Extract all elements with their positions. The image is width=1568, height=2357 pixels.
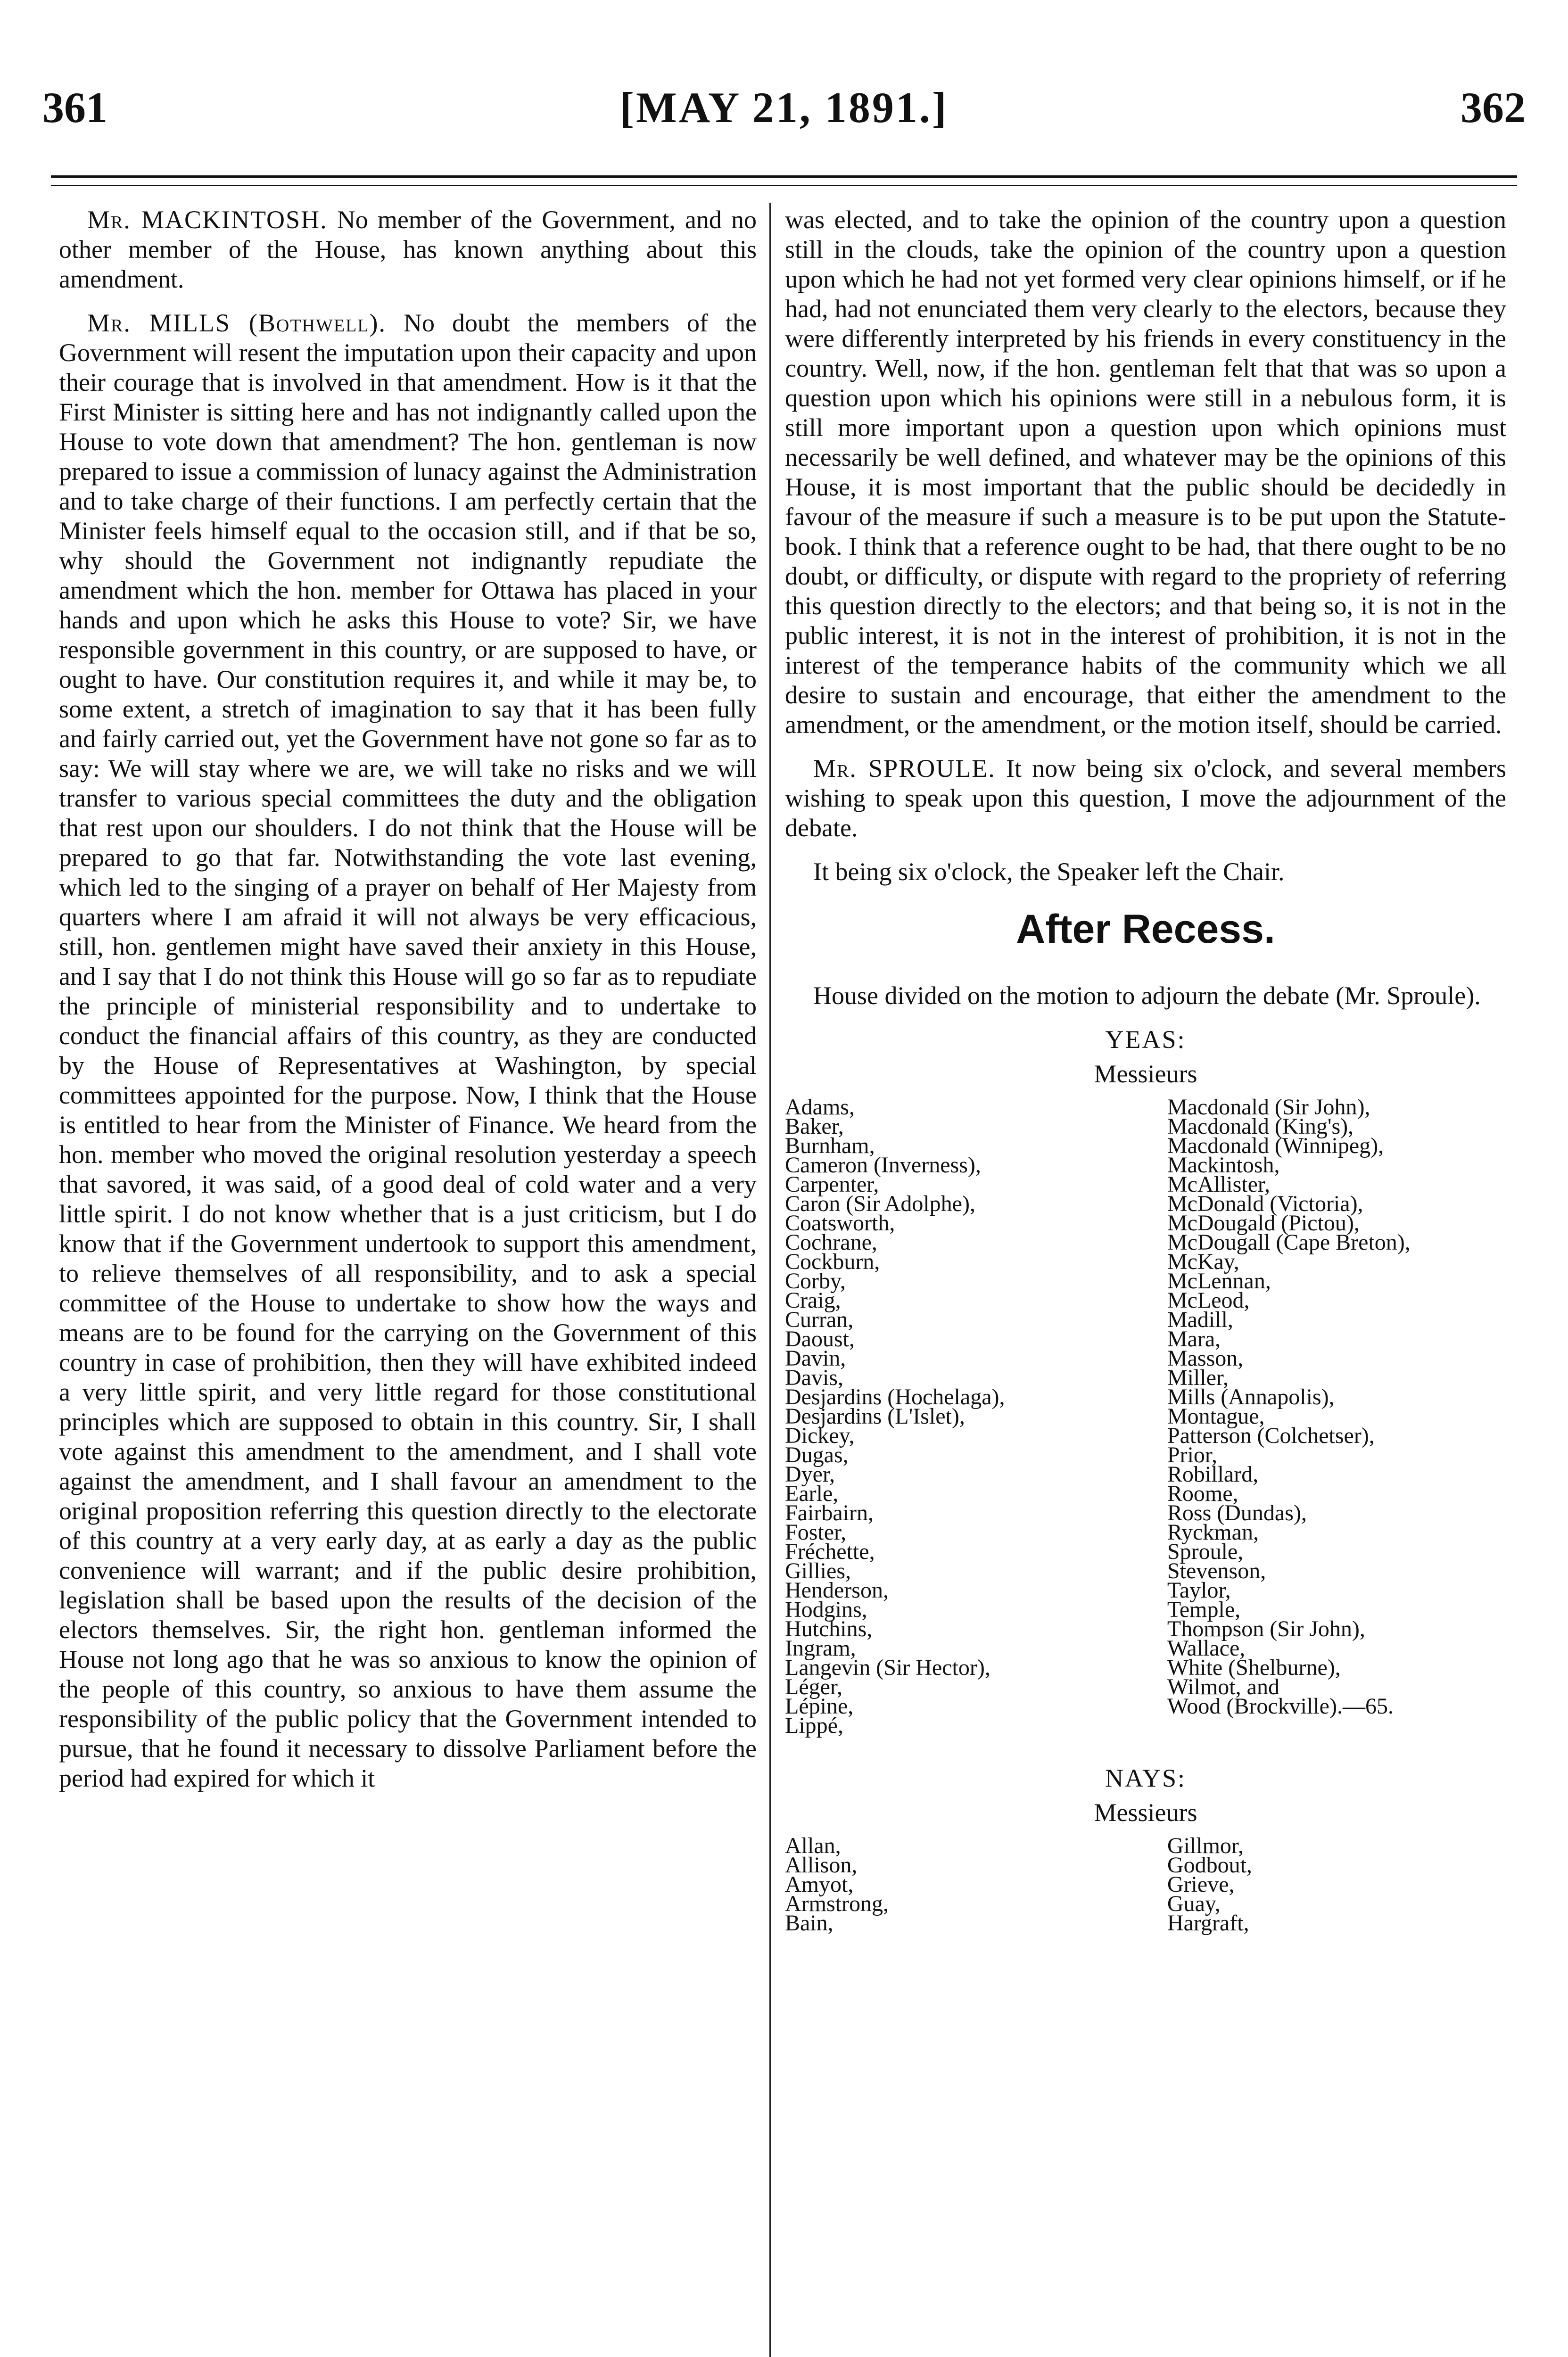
page-number-left: 361 xyxy=(42,83,107,132)
nays-right-column xyxy=(1167,1833,1506,1936)
member-name: Hodgins, xyxy=(785,1597,867,1622)
member-name: Hutchins, xyxy=(785,1616,873,1641)
speech-mills xyxy=(59,308,757,1793)
member-name: Henderson, xyxy=(785,1578,889,1603)
nays-left-column xyxy=(785,1833,1124,1936)
page-date: [MAY 21, 1891.] xyxy=(619,83,949,132)
member-name: Macdonald (Winnipeg), xyxy=(1167,1133,1384,1158)
member-name: Daoust, xyxy=(785,1327,855,1352)
division-note: House divided on the motion to adjourn the debate (Mr. Sproule). xyxy=(813,981,1481,1010)
member-name: Burnham, xyxy=(785,1133,875,1158)
member-name: McLennan, xyxy=(1167,1269,1271,1294)
member-name: Desjardins (Hochelaga), xyxy=(785,1385,1005,1409)
column-divider xyxy=(769,203,771,2357)
member-name: Gillies, xyxy=(785,1558,851,1583)
right-column xyxy=(785,205,1506,2357)
member-name: Fréchette, xyxy=(785,1539,875,1564)
member-name: Prior, xyxy=(1167,1442,1217,1467)
left-column xyxy=(59,205,757,2355)
speaker-name: Mr. MILLS (Bothwell). xyxy=(87,309,386,337)
member-name: Caron (Sir Adolphe), xyxy=(785,1191,975,1216)
member-name: McDonald (Victoria), xyxy=(1167,1191,1363,1216)
member-name: Dugas, xyxy=(785,1442,849,1467)
speech-mills-continued: was elected, and to take the opinion of the country upon a question still in the clouds, take the opinion of the country upon a question upon which he had not yet formed very clear opinions himself, or if he had, had not enunciated them very clearly to the electors, because they were differently interpreted by his friends in every constituency in the country. Well, now, if the hon. gentleman felt that that was so upon a question upon which his opinions were still in a nebulous form, it is still more important upon a question upon which opinions must necessarily be well defined, and whatever may be the opinions of this House, it is most important that the public should be decidedly in favour of the measure if such a measure is to be put upon the Statute-book. I think that a reference ought to be had, that there ought to be no doubt, or difficulty, or dispute with regard to the propriety of referring this question directly to the electors; and that being so, it is not in the public interest, it is not in the interest of prohibition, it is not in the interest of the temperance habits of the community which we all desire to sustain and encourage, that either the amendment to the amendment, or the amendment, or the motion itself, should be carried. xyxy=(785,206,1506,739)
yeas-messieurs: Messieurs xyxy=(1094,1060,1197,1088)
member-name: Thompson (Sir John), xyxy=(1167,1616,1365,1641)
speech-text: No doubt the members of the Government will resent the imputation upon their capacity and upon their courage that is involved in that amendment. How is it that the First Minister is sitting here and has not indignantly called upon the House to vote down that amendment? The hon. gentleman is now prepared to issue a commission of lunacy against the Administration and to take charge of their functions. I am perfectly certain that the Minister feels himself equal to the occasion still, and if that be so, why should the Government not indignantly repudiate the amendment which the hon. member for Ottawa has placed in your hands and upon which he asks this House to vote? Sir, we have responsible government in this country, or are supposed to have, or ought to have. Our constitution requires it, and while it may be, to some extent, a stretch of imagination to say that it has been fully and fairly carried out, yet the Government have not gone so far as to say: We will stay where we are, we will take no risks and we will transfer to various special committees the duty and the obligation that rest upon our shoulders. I do not think that the House will be prepared to go that far. Notwithstanding the vote last evening, which led to the singing of a prayer on behalf of Her Majesty from quarters where I am afraid it will not always be very efficacious, still, hon. gentlemen might have saved their anxiety in this House, and I say that I do not think this House will go so far as to repudiate the principle of ministerial responsibility and to undertake to conduct the financial affairs of this country, as they are conducted by the House of Representatives at Washington, by special committees appointed for the purpose. Now, I think that the House is entitled to hear from the Minister of Finance. We heard from the hon. member who moved the original resolution yesterday a speech that savored, it was said, of a good deal of cold water and a very little spirit. I do not know whether that is a just criticism, but I do know that if the Government undertook to support this amendment, to relieve themselves of all responsibility, and to ask a special committee of the House to undertake to show how the ways and means are to be found for the carrying on the Government of this country in case of prohibition, then they will have exhibited indeed a very little spirit, and very little regard for those constitutional principles which are supposed to obtain in this country. Sir, I shall vote against this amendment to the amendment, and I shall vote against the amendment, and I shall favour an amendment to the original proposition referring this question directly to the electorate of this country at a very early day, at as early a day as the public convenience will warrant; and if the public desire prohibition, legislation shall be based upon the results of the decision of the electors themselves. Sir, the right hon. gentleman informed the House not long ago that he was so anxious to know the opinion of the people of this country, so anxious to have them assume the responsibility of the public policy that the Government intended to pursue, that he found it necessary to dissolve Parliament before the period had expired for which it xyxy=(59,309,757,1792)
member-name: Godbout, xyxy=(1167,1853,1252,1878)
member-name: Roome, xyxy=(1167,1481,1238,1506)
nays-heading: NAYS: xyxy=(1105,1764,1187,1792)
yeas-left-column xyxy=(785,1095,1124,1738)
member-name: Langevin (Sir Hector), xyxy=(785,1655,990,1680)
section-heading-after-recess: After Recess. xyxy=(1016,907,1275,952)
page-header xyxy=(42,82,1526,148)
nays-messieurs: Messieurs xyxy=(1094,1798,1197,1827)
yeas-right-column xyxy=(1167,1097,1506,1735)
member-name: Carpenter, xyxy=(785,1172,879,1197)
member-name: Adams, xyxy=(785,1095,855,1120)
speech-mackintosh xyxy=(59,205,757,294)
member-name: Ross (Dundas), xyxy=(1167,1500,1307,1525)
member-name: Guay, xyxy=(1167,1891,1221,1916)
member-name: Mackintosh, xyxy=(1167,1153,1280,1178)
member-name: Davin, xyxy=(785,1346,846,1371)
member-name: Mills (Annapolis), xyxy=(1167,1385,1335,1409)
member-name: Dyer, xyxy=(785,1462,835,1487)
member-name: Bain, xyxy=(785,1911,834,1936)
member-name: Macdonald (King's), xyxy=(1167,1114,1354,1139)
member-name: Craig, xyxy=(785,1288,841,1313)
speaker-name: Mr. MACKINTOSH. xyxy=(87,206,328,234)
member-name: Wood (Brockville).—65. xyxy=(1167,1694,1394,1719)
member-name: Coatsworth, xyxy=(785,1211,895,1236)
member-name: Cameron (Inverness), xyxy=(785,1153,981,1178)
member-name: Ryckman, xyxy=(1167,1520,1259,1545)
member-name: McDougall (Cape Breton), xyxy=(1167,1230,1411,1255)
speech-text: It now being six o'clock, and several members wishing to speak upon this question, I move the adjournment of the debate. xyxy=(785,754,1506,842)
member-name: Fairbairn, xyxy=(785,1500,874,1525)
member-name: Madill, xyxy=(1167,1307,1233,1332)
member-name: Corby, xyxy=(785,1269,846,1294)
member-name: Lippé, xyxy=(785,1713,843,1738)
member-name: McKay, xyxy=(1167,1249,1239,1274)
member-name: Montague, xyxy=(1167,1404,1265,1429)
member-name: Cockburn, xyxy=(785,1249,880,1274)
member-name: Lépine, xyxy=(785,1694,854,1719)
member-name: Wilmot, and xyxy=(1167,1674,1279,1699)
member-name: Sproule, xyxy=(1167,1539,1244,1564)
member-name: McAllister, xyxy=(1167,1172,1270,1197)
member-name: Desjardins (L'Islet), xyxy=(785,1404,965,1429)
yeas-heading: YEAS: xyxy=(1105,1025,1186,1054)
member-name: Stevenson, xyxy=(1167,1558,1266,1583)
page-number-right: 362 xyxy=(1461,83,1526,132)
member-name: Cochrane, xyxy=(785,1230,877,1255)
member-name: Patterson (Colchetser), xyxy=(1167,1423,1375,1448)
member-name: Wallace, xyxy=(1167,1636,1246,1661)
nays-list xyxy=(785,1833,1506,1936)
member-name: Miller, xyxy=(1167,1365,1229,1390)
member-name: Earle, xyxy=(785,1481,839,1506)
member-name: Armstrong, xyxy=(785,1891,889,1916)
member-name: Taylor, xyxy=(1167,1578,1231,1603)
member-name: Curran, xyxy=(785,1307,854,1332)
member-name: Léger, xyxy=(785,1674,842,1699)
member-name: White (Shelburne), xyxy=(1167,1655,1341,1680)
member-name: Foster, xyxy=(785,1520,847,1545)
header-rule-thick xyxy=(51,175,1517,178)
member-name: McDougald (Pictou), xyxy=(1167,1211,1360,1236)
speech-sproule xyxy=(785,754,1506,843)
member-name: Dickey, xyxy=(785,1423,855,1448)
member-name: Allison, xyxy=(785,1853,858,1878)
member-name: Grieve, xyxy=(1167,1872,1235,1897)
procedural-note: It being six o'clock, the Speaker left the Chair. xyxy=(813,857,1285,886)
member-name: Baker, xyxy=(785,1114,844,1139)
member-name: McLeod, xyxy=(1167,1288,1250,1313)
speaker-name: Mr. SPROULE. xyxy=(813,754,996,783)
member-name: Hargraft, xyxy=(1167,1911,1249,1936)
member-name: Masson, xyxy=(1167,1346,1244,1371)
member-name: Ingram, xyxy=(785,1636,856,1661)
member-name: Allan, xyxy=(785,1833,841,1858)
member-name: Robillard, xyxy=(1167,1462,1259,1487)
speech-text: No member of the Government, and no other member of the House, has known anything about this amendment. xyxy=(59,206,757,293)
member-name: Temple, xyxy=(1167,1597,1241,1622)
member-name: Davis, xyxy=(785,1365,843,1390)
member-name: Amyot, xyxy=(785,1872,854,1897)
member-name: Gillmor, xyxy=(1167,1833,1244,1858)
yeas-list xyxy=(785,1095,1506,1738)
member-name: Mara, xyxy=(1167,1327,1221,1352)
member-name: Macdonald (Sir John), xyxy=(1167,1095,1370,1120)
header-rule-thin xyxy=(51,185,1517,186)
